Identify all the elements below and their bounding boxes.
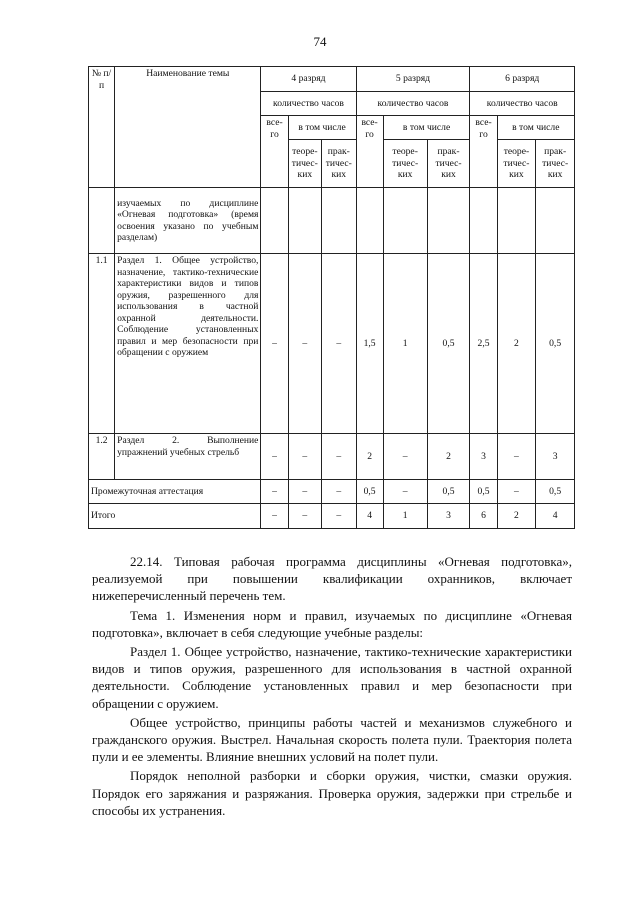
cell: –: [383, 480, 427, 504]
cell: –: [288, 504, 321, 529]
row-number: 1.2: [89, 434, 115, 480]
cell: 1: [383, 504, 427, 529]
cell: 2: [427, 434, 470, 480]
cell: –: [322, 254, 356, 434]
practice-header: прак-тичес-ких: [427, 140, 470, 188]
row-topic: Промежуточная аттестация: [89, 480, 261, 504]
cell: 2: [497, 254, 536, 434]
cell: –: [383, 434, 427, 480]
practice-header: прак-тичес-ких: [536, 140, 575, 188]
cell: –: [261, 434, 288, 480]
cell: –: [322, 480, 356, 504]
cell: –: [288, 480, 321, 504]
row-topic: Итого: [89, 504, 261, 529]
cell: 0,5: [536, 480, 575, 504]
including-header: в том числе: [383, 116, 470, 140]
cell: 6: [470, 504, 497, 529]
cell: –: [261, 504, 288, 529]
practice-header: прак-тичес-ких: [322, 140, 356, 188]
grade-5-header: 5 разряд: [356, 67, 470, 92]
cell: 3: [470, 434, 497, 480]
cell: –: [497, 434, 536, 480]
total-header: все-го: [470, 116, 497, 188]
theory-header: теоре-тичес-ких: [383, 140, 427, 188]
curriculum-table: [88, 66, 575, 529]
cell: 0,5: [470, 480, 497, 504]
intro-text: изучаемых по дисциплине «Огневая подготовка» (время освоения указано по учебным разделам): [115, 188, 261, 254]
total-header: все-го: [356, 116, 383, 188]
paragraph: 22.14. Типовая рабочая программа дисциплины «Огневая подготовка», реализуемой при повышении квалификации охранников, включает нижеперечисленный перечень тем.: [92, 554, 572, 604]
col-header-topic: Наименование темы: [115, 67, 261, 188]
cell: 4: [356, 504, 383, 529]
cell: 3: [427, 504, 470, 529]
cell: 3: [536, 434, 575, 480]
cell: –: [288, 434, 321, 480]
row-topic: Раздел 2. Выполнение упражнений учебных стрельб: [115, 434, 261, 480]
cell: –: [322, 434, 356, 480]
cell: –: [497, 480, 536, 504]
total-header: все-го: [261, 116, 288, 188]
cell: 0,5: [536, 254, 575, 434]
cell: 0,5: [356, 480, 383, 504]
paragraph: Тема 1. Изменения норм и правил, изучаемых по дисциплине «Огневая подготовка», включает в себя следующие учебные разделы:: [92, 607, 572, 640]
hours-header: количество часов: [356, 92, 470, 116]
theory-header: теоре-тичес-ких: [288, 140, 321, 188]
cell: 1,5: [356, 254, 383, 434]
including-header: в том числе: [497, 116, 574, 140]
cell: 0,5: [427, 480, 470, 504]
col-header-number: № п/п: [89, 67, 115, 188]
theory-header: теоре-тичес-ких: [497, 140, 536, 188]
cell: –: [288, 254, 321, 434]
row-number: 1.1: [89, 254, 115, 434]
page-number: 74: [313, 34, 327, 49]
grade-6-header: 6 разряд: [470, 67, 575, 92]
cell: 4: [536, 504, 575, 529]
cell: –: [261, 480, 288, 504]
grade-4-header: 4 разряд: [261, 67, 356, 92]
cell: –: [261, 254, 288, 434]
cell: 1: [383, 254, 427, 434]
paragraph: Общее устройство, принципы работы частей и механизмов служебного и гражданского оружия. Выстрел. Начальная скорость полета пули. Траектория полета пули и ее элементы. Влияние внешних условий на полет пули.: [92, 714, 572, 765]
hours-header: количество часов: [470, 92, 575, 116]
row-topic: Раздел 1. Общее устройство, назначение, тактико-технические характеристики видов и типов оружия, разрешенного для использования в частной охранной деятельности. Соблюдение установленных правил и мер безопасности при обращении с оружием: [115, 254, 261, 434]
paragraph: Раздел 1. Общее устройство, назначение, тактико-технические характеристики видов и типов оружия, разрешенного для использования в частной охранной деятельности. Соблюдение установленных правил и мер безопасности при обращении с оружием.: [92, 644, 572, 711]
including-header: в том числе: [288, 116, 356, 140]
body-text: [92, 553, 572, 821]
paragraph: Порядок неполной разборки и сборки оружия, чистки, смазки оружия. Порядок его заряжания и разряжания. Проверка оружия, задержки при стрельбе и способы их устранения.: [92, 768, 572, 818]
hours-header: количество часов: [261, 92, 356, 116]
cell: 0,5: [427, 254, 470, 434]
cell: 2: [497, 504, 536, 529]
cell: 2,5: [470, 254, 497, 434]
cell: 2: [356, 434, 383, 480]
cell: –: [322, 504, 356, 529]
